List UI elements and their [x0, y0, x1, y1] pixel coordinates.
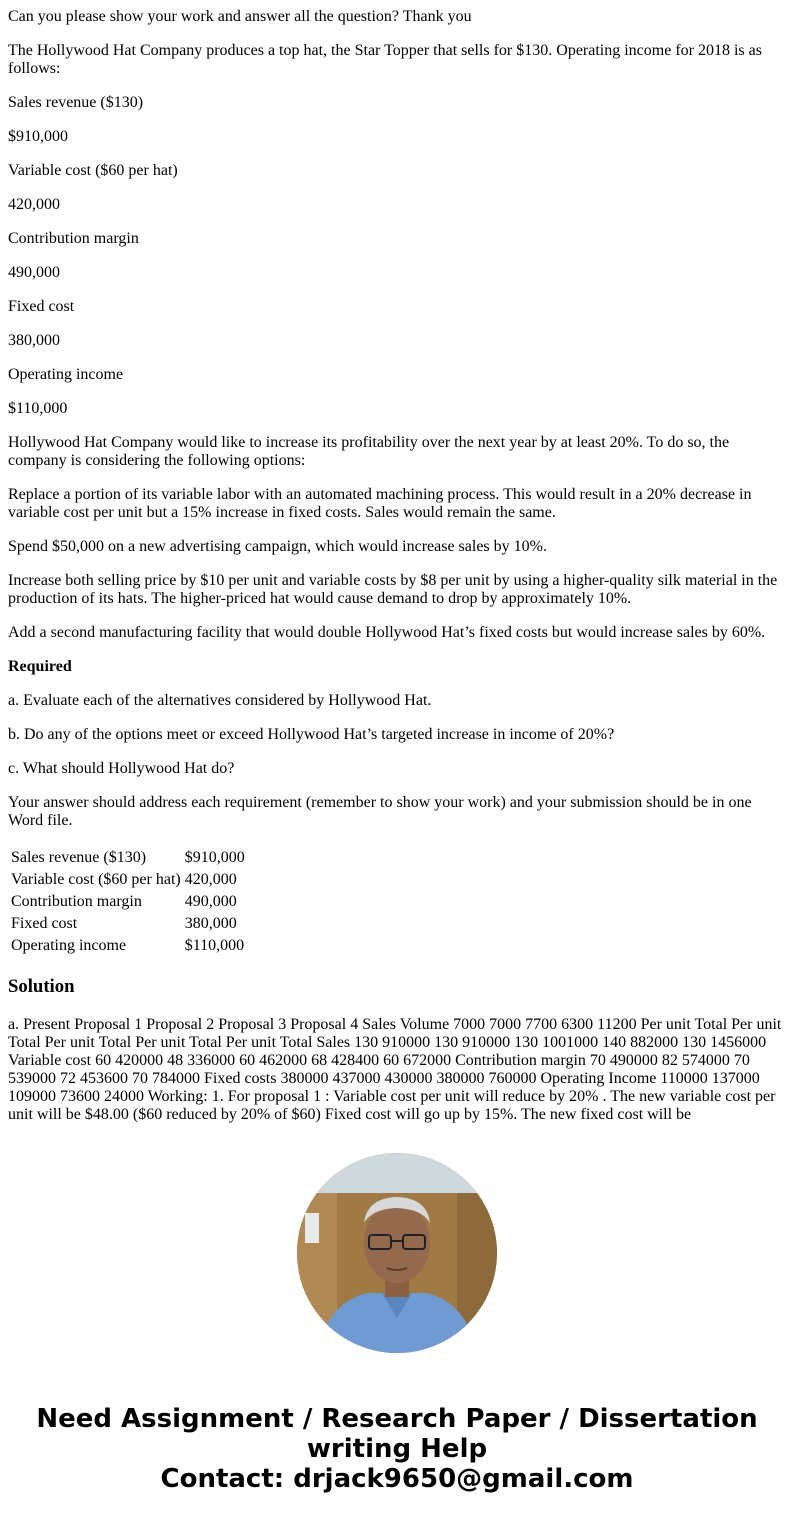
- promo-line: Need Assignment / Research Paper / Dissertation: [36, 1404, 758, 1434]
- table-cell-label: Variable cost ($60 per hat): [11, 871, 181, 888]
- income-line: $910,000: [8, 128, 68, 145]
- promo-contact: Contact: drjack9650@gmail.com: [160, 1464, 634, 1494]
- table-cell-value: 490,000: [184, 893, 237, 910]
- table-row: [10, 870, 246, 890]
- table-cell-label: Fixed cost: [11, 915, 78, 932]
- income-table: [8, 846, 248, 958]
- solution-heading: Solution: [8, 976, 75, 997]
- income-line: Fixed cost: [8, 298, 75, 315]
- income-line: 380,000: [8, 332, 60, 349]
- income-line: $110,000: [8, 400, 68, 417]
- question-text: c. What should Hollywood Hat do?: [8, 760, 235, 777]
- author-avatar: [297, 1153, 497, 1353]
- required-heading: Required: [8, 658, 72, 675]
- table-row: [10, 848, 246, 868]
- table-row: [10, 914, 246, 934]
- question-text: b. Do any of the options meet or exceed Hollywood Hat’s targeted increase in income of 20%?: [8, 726, 615, 743]
- option-text: Add a second manufacturing facility that would double Hollywood Hat’s fixed costs but would increase sales by 60%.: [8, 624, 766, 641]
- goal-text: Hollywood Hat Company would like to increase its profitability over the next year by at least 20%. To do so, the company is considering the following options:: [8, 434, 730, 469]
- document-body: [8, 0, 786, 1124]
- income-line: Operating income: [8, 366, 124, 383]
- income-line: 420,000: [8, 196, 60, 213]
- income-line: 490,000: [8, 264, 60, 281]
- question-text: a. Evaluate each of the alternatives considered by Hollywood Hat.: [8, 692, 432, 709]
- problem-text: The Hollywood Hat Company produces a top hat, the Star Topper that sells for $130. Operating income for 2018 is as follows:: [8, 42, 762, 77]
- promo-banner: [0, 1404, 794, 1494]
- option-text: Spend $50,000 on a new advertising campaign, which would increase sales by 10%.: [8, 538, 547, 555]
- solution-text: a. Present Proposal 1 Proposal 2 Proposal 3 Proposal 4 Sales Volume 7000 7000 7700 6300 11200 Per unit Total Per unit Total Per unit Total Per unit Total Per unit Total Sales 130 910000 130 910000 130 1001000 140 882000 130 1456000 Variable cost 60 420000 48 336000 60 462000 68 428400 60 672000 Contribution margin 70 490000 82 574000 70 539000 72 453600 70 784000 Fixed costs 380000 437000 430000 380000 760000 Operating Income 110000 137000 109000 73600 24000 Working: 1. For proposal 1 : Variable cost per unit will reduce by 20% . The new variable cost per unit will be $48.00 ($60 reduced by 20% of $60) Fixed cost will go up by 15%. The new fixed cost will be: [8, 1016, 782, 1123]
- table-cell-value: 380,000: [184, 915, 237, 932]
- option-text: Increase both selling price by $10 per unit and variable costs by $8 per unit by using a higher-quality silk material in the production of its hats. The higher-priced hat would cause demand to drop by approximately 10%.: [8, 572, 778, 607]
- table-cell-label: Sales revenue ($130): [11, 849, 147, 866]
- author-photo-illustration: [297, 1153, 497, 1353]
- income-line: Variable cost ($60 per hat): [8, 162, 178, 179]
- intro-text: Can you please show your work and answer all the question? Thank you: [8, 8, 472, 25]
- option-text: Replace a portion of its variable labor with an automated machining process. This would result in a 20% decrease in variable cost per unit but a 15% increase in fixed costs. Sales would remain the same.: [8, 486, 752, 521]
- table-cell-value: $910,000: [184, 849, 245, 866]
- income-line: Contribution margin: [8, 230, 139, 247]
- table-cell-label: Operating income: [11, 937, 127, 954]
- table-cell-label: Contribution margin: [11, 893, 142, 910]
- table-row: [10, 936, 246, 956]
- promo-line: writing Help: [306, 1434, 488, 1464]
- table-cell-value: $110,000: [184, 937, 245, 954]
- submission-note: Your answer should address each requirement (remember to show your work) and your submission should be in one Word file.: [8, 794, 752, 829]
- income-line: Sales revenue ($130): [8, 94, 144, 111]
- table-cell-value: 420,000: [184, 871, 237, 888]
- table-row: [10, 892, 246, 912]
